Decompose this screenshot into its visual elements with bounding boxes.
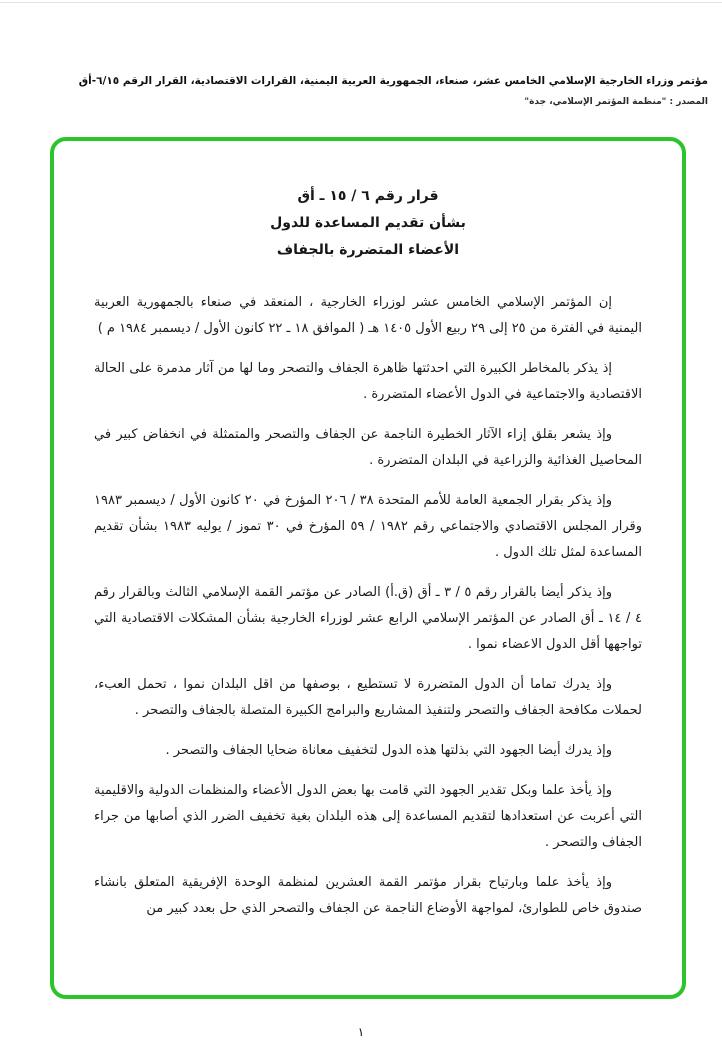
paragraph-concern-effects: وإذ يشعر بقلق إزاء الآثار الخطيرة الناجمة عن الجفاف والتصحر والمتمثلة في انخفاض كبير في المحاصيل الغذائية والزراعية في البلدان المتضررة . xyxy=(94,427,642,468)
document-frame xyxy=(50,137,686,999)
paragraph-noting-appreciation: وإذ يأخذ علما وبكل تقدير الجهود التي قامت بها بعض الدول الأعضاء والمنظمات الدولية والاقليمية التي أعربت عن استعدادها لتقديم المساعدة إلى هذه البلدان بغية تخفيف الضرر الذي أصابها من جراء الجفاف والتصحر . xyxy=(94,783,642,850)
resolution-subject-line-2: الأعضاء المتضررة بالجفاف xyxy=(276,242,460,258)
document-header: مؤتمر وزراء الخارجية الإسلامي الخامس عشر، صنعاء، الجمهورية العربية اليمنية، القرارات الاقتصادية، القرار الرقم ٦/١٥-أق xyxy=(78,75,708,87)
resolution-subject-line: بشأن تقديم المساعدة للدول xyxy=(270,215,466,231)
paragraph-aware-burden: وإذ يدرك تماما أن الدول المتضررة لا تستطيع ، بوصفها من اقل البلدان نموا ، تحمل العبء، لحملات مكافحة الجفاف والتصحر ولتنفيذ المشاريع والبرامج الكبيرة المتصلة بالجفاف والتصحر . xyxy=(94,677,642,718)
scan-edge-line xyxy=(0,2,722,3)
paragraph-un-resolutions: وإذ يذكر بقرار الجمعية العامة للأمم المتحدة ٣٨ / ٢٠٦ المؤرخ في ٢٠ كانون الأول / ديسمبر ١٩٨٣ وقرار المجلس الاقتصادي والاجتماعي رقم ١٩٨٢ / ٥٩ المؤرخ في ٣٠ تموز / يوليه ١٩٨٣ بشأن تقديم المساعدة لمثل تلك الدول . xyxy=(94,493,642,560)
paragraph-noting-oau-fund: وإذ يأخذ علما وبارتياح بقرار مؤتمر القمة العشرين لمنظمة الوحدة الإفريقية المتعلق بانشاء صندوق خاص للطوارئ، لمواجهة الأوضاع الناجمة عن الجفاف والتصحر الذي حل بعدد كبير من xyxy=(94,875,642,916)
resolution-title-block xyxy=(94,183,642,264)
resolution-number-line: قرار رقم ٦ / ١٥ ـ أق xyxy=(297,188,439,204)
paragraph-preamble: إن المؤتمر الإسلامي الخامس عشر لوزراء الخارجية ، المنعقد في صنعاء بالجمهورية العربية اليمنية في الفترة من ٢٥ إلى ٢٩ ربيع الأول ١٤٠٥ هـ ( الموافق ١٨ ـ ٢٢ كانون الأول / ديسمبر ١٩٨٤ م ) xyxy=(94,295,642,336)
paragraph-aware-efforts: وإذ يدرك أيضا الجهود التي بذلتها هذه الدول لتخفيف معاناة ضحايا الجفاف والتصحر . xyxy=(165,743,612,758)
document-source-line: المصدر : "منظمة المؤتمر الإسلامي، جدة" xyxy=(524,97,708,107)
paragraph-summit-resolutions: وإذ يذكر أيضا بالقرار رقم ٥ / ٣ ـ أق (ق.أ) الصادر عن مؤتمر القمة الإسلامي الثالث وبالقرار رقم ٤ / ١٤ ـ أق الصادر عن المؤتمر الإسلامي الرابع عشر لوزراء الخارجية بشأن المشكلات الاقتصادية التي تواجهها أقل الدول الاعضاء نموا . xyxy=(94,585,642,652)
paragraph-recalling-dangers: إذ يذكر بالمخاطر الكبيرة التي احدثتها ظاهرة الجفاف والتصحر وما لها من آثار مدمرة على الحالة الاقتصادية والاجتماعية في الدول الأعضاء المتضررة . xyxy=(94,361,642,402)
page-number: ١ xyxy=(357,1025,365,1039)
